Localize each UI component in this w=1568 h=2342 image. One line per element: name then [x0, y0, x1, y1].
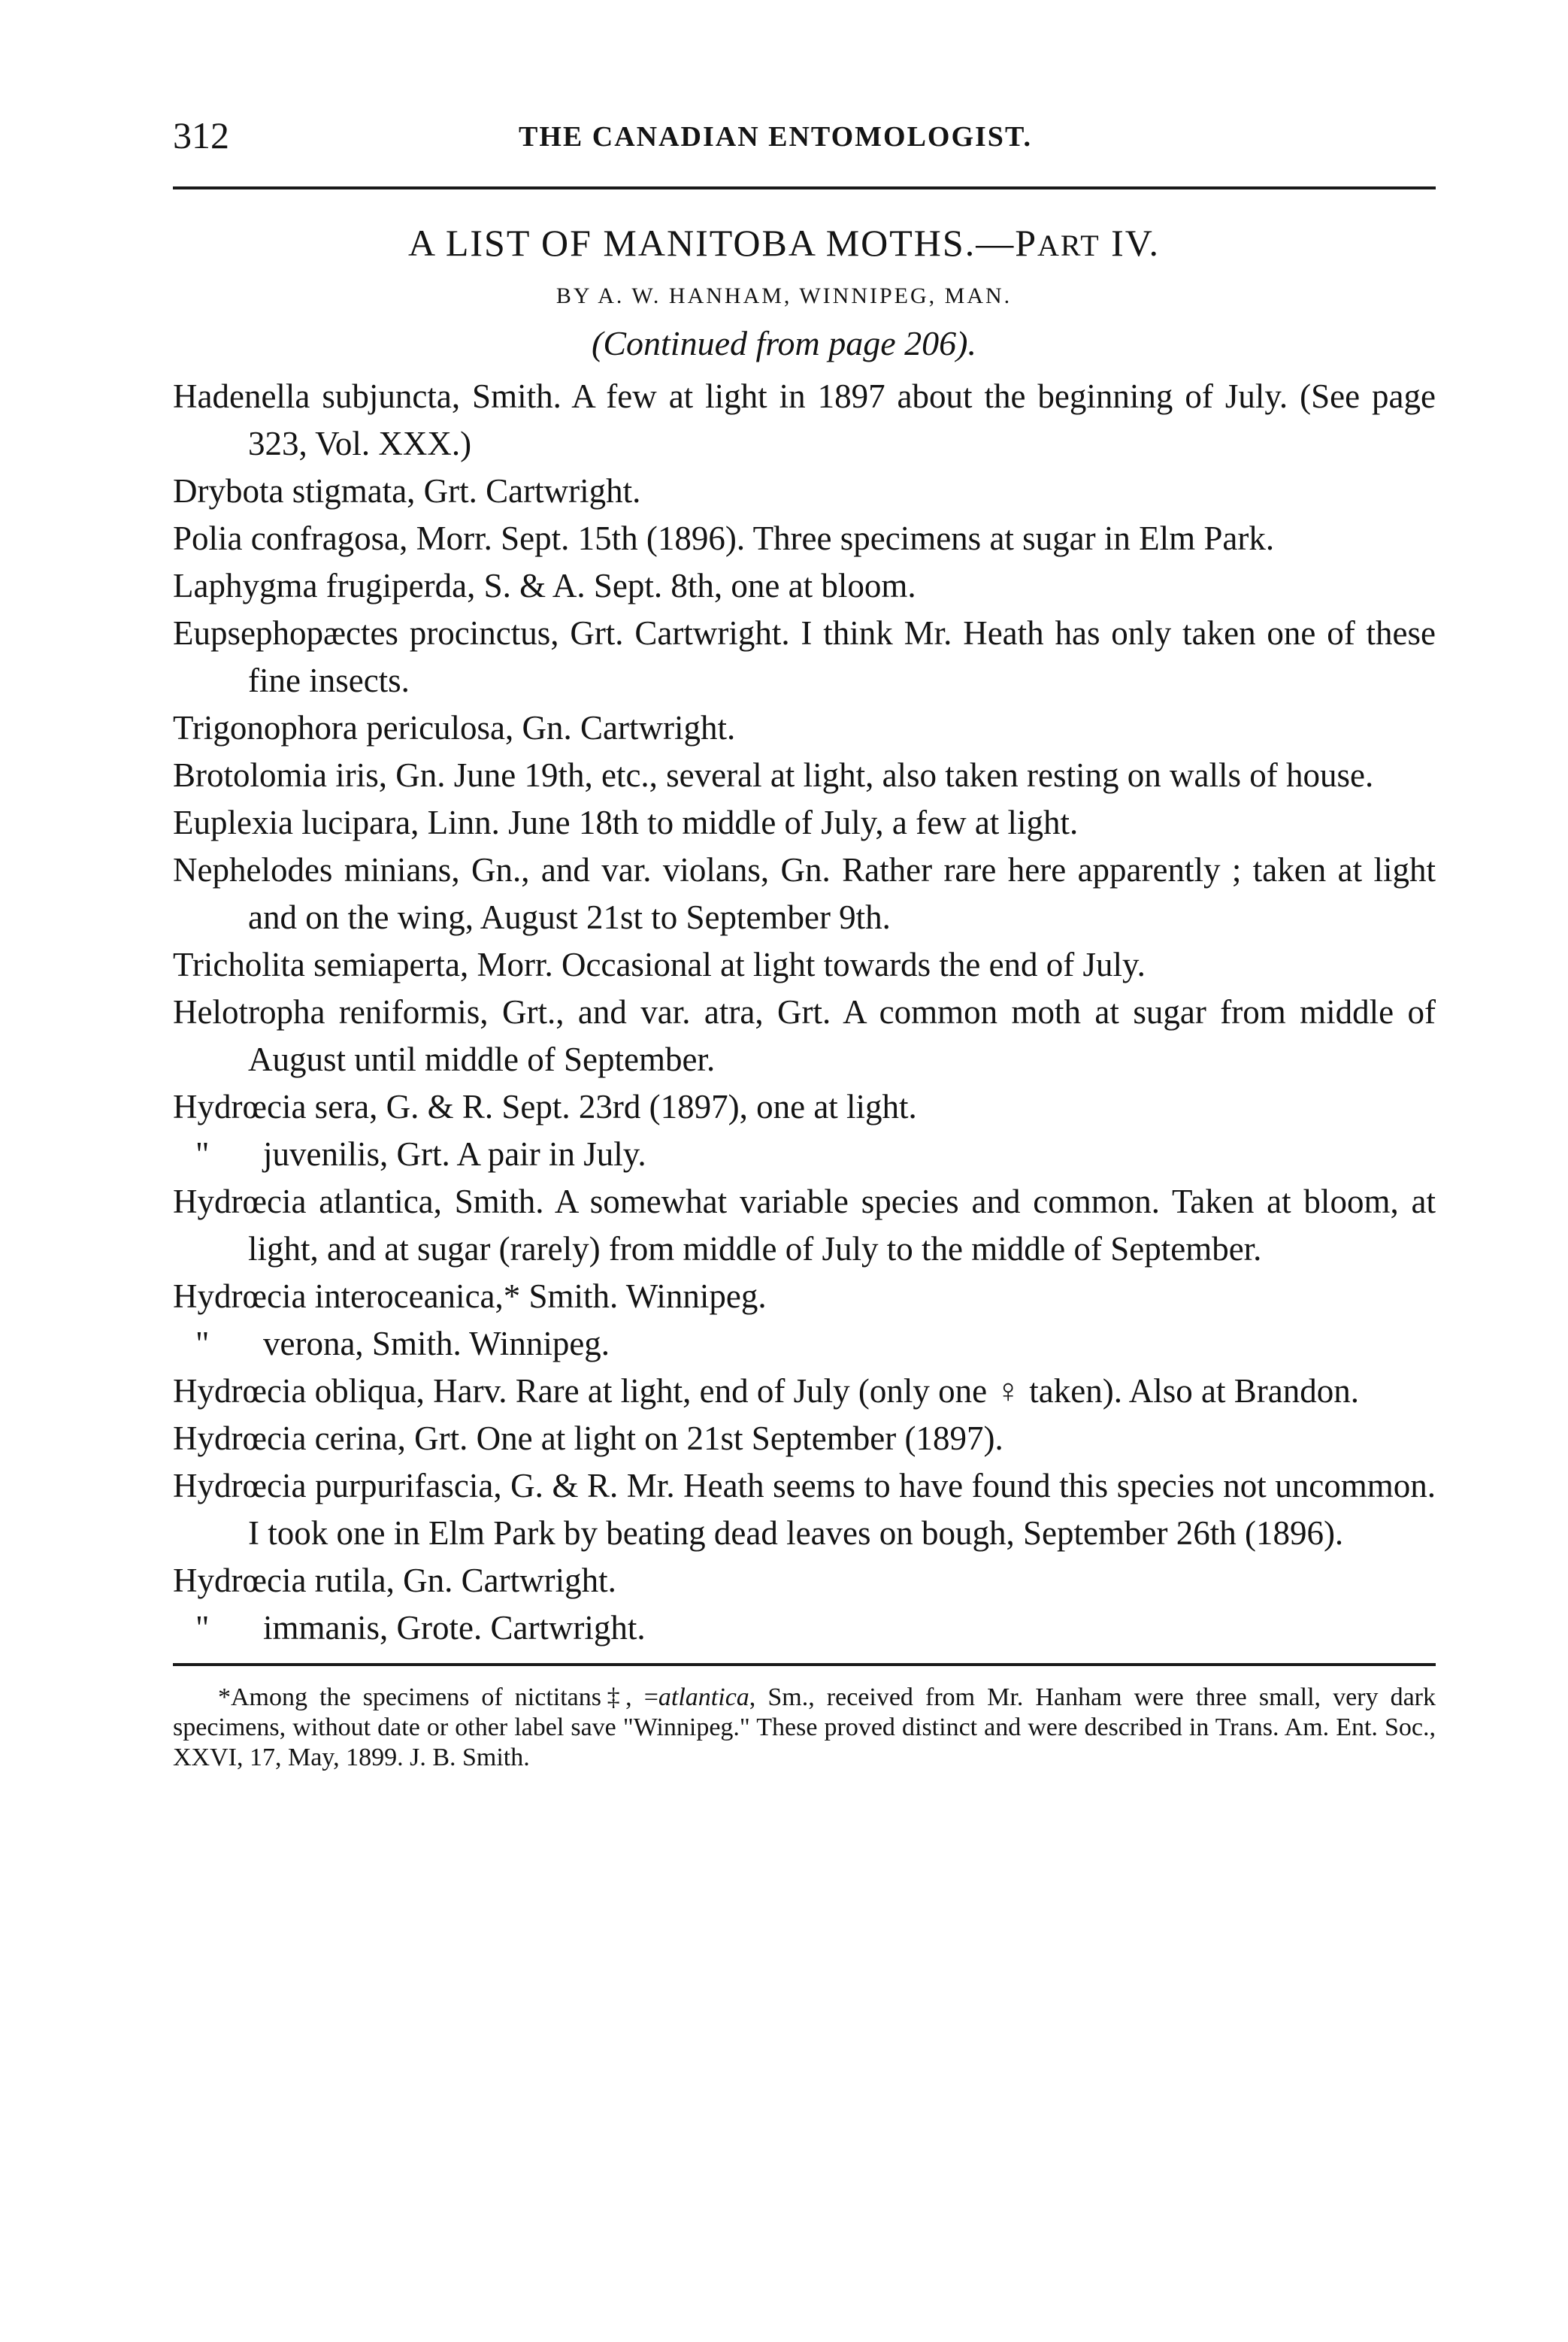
species-entry-text: Eupsephopæctes procinctus, Grt. Cartwright. I think Mr. Heath has only taken one of these fine insects. — [173, 614, 1436, 699]
species-entry — [173, 610, 1436, 704]
ditto-mark: " — [195, 1325, 210, 1362]
species-entry-text: Polia confragosa, Morr. Sept. 15th (1896). Three specimens at sugar in Elm Park. — [173, 520, 1275, 557]
species-entry-text: Euplexia lucipara, Linn. June 18th to middle of July, a few at light. — [173, 804, 1079, 841]
species-entry-text: Hydrœcia purpurifascia, G. & R. Mr. Heath seems to have found this species not uncommon. I took one in Elm Park by beating dead leaves on bough, September 26th (1896). — [173, 1467, 1436, 1552]
species-entry-text: Hadenella subjuncta, Smith. A few at light in 1897 about the beginning of July. (See page 323, Vol. XXX.) — [173, 377, 1436, 462]
species-entry — [173, 515, 1436, 562]
footnote-text — [173, 1683, 1436, 1773]
species-entry — [173, 799, 1436, 847]
species-entry-text: Drybota stigmata, Grt. Cartwright. — [173, 472, 641, 510]
species-entry — [173, 373, 1436, 468]
species-entry-text: juvenilis, Grt. A pair in July. — [263, 1135, 646, 1173]
species-entry — [173, 562, 1436, 610]
species-entry — [173, 752, 1436, 799]
species-entry-text: verona, Smith. Winnipeg. — [263, 1325, 610, 1362]
species-entry-text: Helotropha reniformis, Grt., and var. atra, Grt. A common moth at sugar from middle of August until middle of September. — [173, 993, 1436, 1078]
species-entry — [173, 1273, 1436, 1320]
species-entry — [173, 704, 1436, 752]
species-entry-text: Hydrœcia obliqua, Harv. Rare at light, end of July (only one ♀ taken). Also at Brandon. — [173, 1372, 1359, 1410]
footnote-after: , Sm., received from Mr. Hanham were three small, very dark specimens, without date or other label save "Winnipeg." These proved distinct and were described in Trans. Am. Ent. Soc., XXVI, 17, May, 1899. J. B. Smith. — [173, 1683, 1436, 1771]
species-entry-text: Laphygma frugiperda, S. & A. Sept. 8th, one at bloom. — [173, 567, 916, 604]
footnote-before: *Among the specimens of nictitans‡, = — [218, 1683, 658, 1711]
species-entry — [173, 1604, 1436, 1652]
species-entry-text: Brotolomia iris, Gn. June 19th, etc., several at light, also taken resting on walls of house. — [173, 756, 1374, 794]
species-entry — [173, 941, 1436, 989]
article-title-smallcaps: ART — [1037, 229, 1100, 262]
species-entry — [173, 847, 1436, 941]
species-entry-text: Nephelodes minians, Gn., and var. violans, Gn. Rather rare here apparently ; taken at light and on the wing, August 21st to September 9th. — [173, 851, 1436, 936]
species-entry — [173, 468, 1436, 515]
species-entry — [173, 1320, 1436, 1368]
article-byline: BY A. W. HANHAM, WINNIPEG, MAN. — [555, 283, 1013, 308]
footnote-rule — [173, 1663, 1436, 1666]
footnote-italic: atlantica — [658, 1683, 749, 1711]
species-entry — [173, 1557, 1436, 1604]
species-entry-text: Hydrœcia sera, G. & R. Sept. 23rd (1897), one at light. — [173, 1088, 917, 1126]
species-entry-text: Tricholita semiaperta, Morr. Occasional at light towards the end of July. — [173, 946, 1146, 983]
article-title-end: IV. — [1100, 222, 1160, 264]
ditto-mark: " — [195, 1135, 210, 1173]
page-header — [173, 113, 1436, 158]
species-entry-text: Hydrœcia interoceanica,* Smith. Winnipeg. — [173, 1277, 767, 1315]
header-rule — [173, 186, 1436, 189]
species-entry — [173, 1131, 1436, 1178]
page-number: 312 — [173, 114, 229, 156]
species-entry — [173, 989, 1436, 1083]
species-list — [173, 373, 1436, 1652]
species-entry — [173, 1415, 1436, 1462]
species-entry-text: immanis, Grote. Cartwright. — [263, 1609, 646, 1647]
species-entry — [173, 1368, 1436, 1415]
species-entry-text: Hydrœcia cerina, Grt. One at light on 21st September (1897). — [173, 1419, 1003, 1457]
ditto-mark: " — [195, 1609, 210, 1647]
footnote — [173, 1683, 1436, 1773]
article-title — [0, 218, 1568, 271]
species-entry — [173, 1462, 1436, 1557]
species-entry-text: Trigonophora periculosa, Gn. Cartwright. — [173, 709, 736, 747]
running-head: THE CANADIAN ENTOMOLOGIST. — [519, 121, 1032, 153]
species-entry-text: Hydrœcia rutila, Gn. Cartwright. — [173, 1562, 616, 1599]
continued-note: (Continued from page 206). — [592, 324, 976, 362]
species-entry — [173, 1083, 1436, 1131]
species-entry — [173, 1178, 1436, 1273]
species-entry-text: Hydrœcia atlantica, Smith. A somewhat variable species and common. Taken at bloom, at light, and at sugar (rarely) from middle of July to the middle of September. — [173, 1183, 1436, 1268]
article-title-main: A LIST OF MANITOBA MOTHS.—P — [408, 222, 1038, 264]
